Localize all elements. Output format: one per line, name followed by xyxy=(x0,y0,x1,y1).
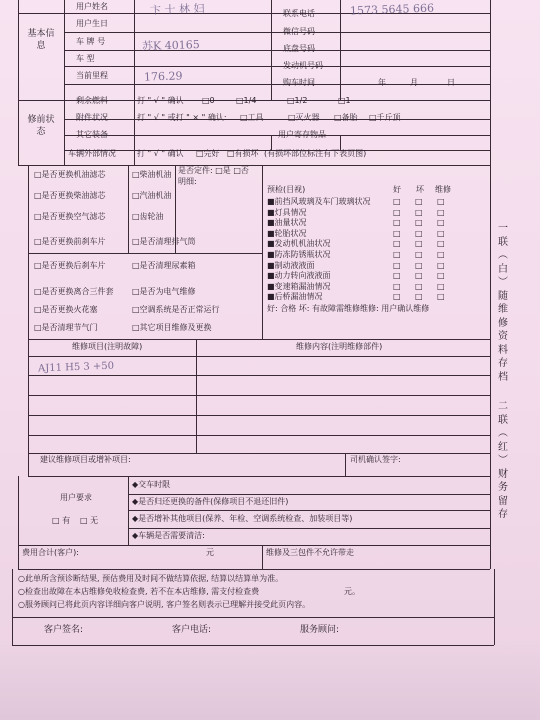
repair-content-header: 维修内容(注明维修部件) xyxy=(296,342,383,351)
copy-2-finance-label: 二 联 ︵ 红 ︶ 财 务 留 存 xyxy=(498,401,508,520)
handwritten-repair-item: AJ11 H5 3 +50 xyxy=(37,360,115,375)
accessory-jack[interactable]: □千斤顶 xyxy=(369,113,401,122)
model-label: 车 型 xyxy=(76,54,95,63)
precheck-item: ■变速箱漏油情况 xyxy=(267,281,331,291)
purchase-label: 购车时间 xyxy=(283,78,315,87)
precheck-item: ■动力转向液液面 xyxy=(267,271,331,281)
fuel-option-quarter[interactable]: □1/4 xyxy=(236,96,257,105)
fixed-parts-question[interactable]: 是否定件: □是 □否 xyxy=(178,166,249,175)
oil-filter-checkbox[interactable]: □是否更换机油滤芯 xyxy=(34,170,106,179)
precheck-good-checkbox[interactable]: □ xyxy=(393,239,401,249)
note-2-unit: 元。 xyxy=(344,587,360,596)
precheck-good-checkbox[interactable]: □ xyxy=(393,260,401,270)
precheck-repair-checkbox[interactable]: □ xyxy=(437,260,445,270)
section-repair-status: 修前状态 xyxy=(27,115,55,137)
belongings-label: 用户寄存物品 xyxy=(278,130,326,139)
precheck-title: 预检(目视) xyxy=(267,185,306,194)
other-items-checkbox[interactable]: □其它项目维修及更换 xyxy=(132,323,212,332)
precheck-item: ■发动机机油状况 xyxy=(267,239,331,249)
customer-phone-label: 客户电话: xyxy=(172,625,212,635)
exterior-damage-checkbox[interactable]: □有损坏 xyxy=(227,149,259,158)
precheck-good-checkbox[interactable]: □ xyxy=(393,207,401,217)
precheck-bad-checkbox[interactable]: □ xyxy=(415,239,423,249)
precheck-good-checkbox[interactable]: □ xyxy=(393,228,401,238)
repair-items-header: 维修项目(注明故障) xyxy=(72,342,143,351)
cost-note: 维修及三包件不允许带走 xyxy=(266,548,354,557)
phone-label: 联系电话 xyxy=(283,9,315,18)
fuel-option-half[interactable]: □1/2 xyxy=(287,96,308,105)
precheck-item: ■轮胎状况 xyxy=(267,228,307,238)
note-3: ○服务顾问已将此页内容详细向客户说明, 客户签名则表示已理解并接受此页内容。 xyxy=(18,600,311,609)
handwritten-mileage: 176.29 xyxy=(143,69,183,84)
gasoline-oil-checkbox[interactable]: □汽油机油 xyxy=(132,191,172,200)
precheck-bad-checkbox[interactable]: □ xyxy=(415,207,423,217)
handwritten-plate: 苏K 40165 xyxy=(141,37,200,54)
precheck-repair-checkbox[interactable]: □ xyxy=(437,197,445,206)
accessory-tools[interactable]: □工具 xyxy=(240,113,264,122)
diesel-filter-checkbox[interactable]: □是否更换柴油滤芯 xyxy=(34,191,106,200)
note-1: ○此单所含预诊断结果, 预估费用及时间不做结算依据, 结算以结算单为准。 xyxy=(18,574,284,583)
copy-1-archive-label: 一 联 ︵ 白 ︶ 随 维 修 资 料 存 档 xyxy=(498,223,508,383)
precheck-repair-checkbox[interactable]: □ xyxy=(437,292,445,302)
handwritten-name: 卞 十 林 妇 xyxy=(149,2,205,17)
precheck-item: ■前挡风玻璃及车门玻璃状况 xyxy=(267,197,371,206)
urea-tank-checkbox[interactable]: □是否清理尿素箱 xyxy=(132,261,196,270)
precheck-bad-checkbox[interactable]: □ xyxy=(415,228,423,238)
precheck-repair-checkbox[interactable]: □ xyxy=(437,271,445,281)
electrical-checkbox[interactable]: □是否为电气维修 xyxy=(132,287,196,296)
precheck-bad-checkbox[interactable]: □ xyxy=(415,271,423,281)
purchase-month: 月 xyxy=(410,78,418,87)
birthday-label: 用户生日 xyxy=(76,19,108,28)
fuel-instruction: 打 " √ " 确认 xyxy=(137,96,184,105)
precheck-good-checkbox[interactable]: □ xyxy=(393,281,401,291)
handwritten-phone: 1573 5645 666 xyxy=(349,1,435,18)
request-delivery-time: ◆交车时限 xyxy=(132,480,171,489)
precheck-good-checkbox[interactable]: □ xyxy=(393,292,401,302)
details-label: 明细: xyxy=(178,177,197,186)
precheck-col-bad: 坏 xyxy=(416,185,424,194)
fuel-option-0[interactable]: □0 xyxy=(202,96,215,105)
suggested-items-label: 建议维修项目或增补项目: xyxy=(40,455,131,464)
precheck-repair-checkbox[interactable]: □ xyxy=(437,281,445,291)
engine-label: 发动机号码 xyxy=(283,61,323,70)
exterior-note: (有损坏部位标注有下表页图) xyxy=(264,149,367,158)
precheck-bad-checkbox[interactable]: □ xyxy=(415,260,423,270)
request-return-parts: ◆是否归还更换的备件(保修项目不退还旧件) xyxy=(132,497,289,506)
accessories-instruction: 打 " √ " 或打 " × " 确认: xyxy=(137,113,227,122)
name-label: 用户姓名 xyxy=(76,2,108,11)
precheck-repair-checkbox[interactable]: □ xyxy=(437,250,445,259)
precheck-repair-checkbox[interactable]: □ xyxy=(437,228,445,238)
accessories-label: 附件状况 xyxy=(76,113,108,122)
plate-label: 车 牌 号 xyxy=(76,37,106,46)
diesel-oil-checkbox[interactable]: □柴油机油 xyxy=(132,170,172,179)
exterior-label: 车辆外部情况 xyxy=(68,149,116,158)
fuel-label: 剩余燃料 xyxy=(76,96,108,105)
wechat-label: 微信号码 xyxy=(283,27,315,36)
precheck-col-good: 好 xyxy=(393,185,401,194)
precheck-col-repair: 维修 xyxy=(435,185,451,194)
air-filter-checkbox[interactable]: □是否更换空气滤芯 xyxy=(34,212,106,221)
precheck-repair-checkbox[interactable]: □ xyxy=(437,239,445,249)
spark-plug-checkbox[interactable]: □是否更换火花塞 xyxy=(34,305,98,314)
accessory-spare-tire[interactable]: □备胎 xyxy=(334,113,358,122)
ac-checkbox[interactable]: □空调系统是否正常运行 xyxy=(132,305,220,314)
exterior-ok-checkbox[interactable]: □完好 xyxy=(196,149,220,158)
precheck-repair-checkbox[interactable]: □ xyxy=(437,207,445,217)
fuel-option-full[interactable]: □1 xyxy=(338,96,351,105)
precheck-bad-checkbox[interactable]: □ xyxy=(415,250,423,259)
request-additional-items: ◆是否增补其他项目(保养、年检、空调系统检查、加装项目等) xyxy=(132,514,353,523)
precheck-item: ■灯具情况 xyxy=(267,207,307,217)
request-no-checkbox[interactable]: □ 无 xyxy=(80,516,99,525)
throttle-checkbox[interactable]: □是否清理节气门 xyxy=(34,323,98,332)
precheck-item: ■制动液液面 xyxy=(267,260,315,270)
exterior-instruction: 打 " √ " 确认 xyxy=(137,149,184,158)
request-cleaning: ◆车辆是否需要清洁: xyxy=(132,531,205,540)
precheck-good-checkbox[interactable]: □ xyxy=(393,218,401,228)
clutch-kit-checkbox[interactable]: □是否更换离合三件套 xyxy=(34,287,114,296)
precheck-bad-checkbox[interactable]: □ xyxy=(415,218,423,228)
precheck-repair-checkbox[interactable]: □ xyxy=(437,218,445,228)
note-2: ○检查出故障在本店维修免收检查费, 若不在本店维修, 需支付检查费 xyxy=(18,587,260,596)
customer-request-label: 用户要求 xyxy=(60,493,92,502)
precheck-good-checkbox[interactable]: □ xyxy=(393,197,401,206)
precheck-good-checkbox[interactable]: □ xyxy=(393,250,401,259)
exhaust-checkbox[interactable]: □是否清理排气筒 xyxy=(132,237,196,246)
precheck-good-checkbox[interactable]: □ xyxy=(393,271,401,281)
service-advisor-label: 服务顾问: xyxy=(300,625,340,635)
precheck-item: ■油量状况 xyxy=(267,218,307,228)
precheck-bad-checkbox[interactable]: □ xyxy=(415,281,423,291)
precheck-bad-checkbox[interactable]: □ xyxy=(415,292,423,302)
other-equipment-label: 其它装备 xyxy=(76,130,108,139)
driver-signature-label: 司机确认签字: xyxy=(350,455,401,464)
accessory-extinguisher[interactable]: □灭火器 xyxy=(288,113,320,122)
section-basic-info: 基本信息 xyxy=(27,29,55,51)
front-brake-checkbox[interactable]: □是否更换前刹车片 xyxy=(34,237,106,246)
chassis-label: 底盘号码 xyxy=(283,44,315,53)
purchase-year: 年 xyxy=(378,78,386,87)
customer-signature-label: 客户签名: xyxy=(44,625,84,635)
precheck-item: ■防冻防锈瓶状况 xyxy=(267,250,331,259)
purchase-day: 日 xyxy=(447,78,455,87)
cost-unit: 元 xyxy=(206,548,214,557)
gear-oil-checkbox[interactable]: □齿轮油 xyxy=(132,212,164,221)
request-yes-checkbox[interactable]: □ 有 xyxy=(52,516,71,525)
rear-brake-checkbox[interactable]: □是否更换后刹车片 xyxy=(34,261,106,270)
precheck-legend: 好: 合格 坏: 有故障需维修维修: 用户确认维修 xyxy=(267,304,430,313)
precheck-item: ■后桥漏油情况 xyxy=(267,292,323,302)
cost-total-label: 费用合计(客户): xyxy=(22,548,79,557)
mileage-label: 当前里程 xyxy=(76,71,108,80)
precheck-bad-checkbox[interactable]: □ xyxy=(415,197,423,206)
